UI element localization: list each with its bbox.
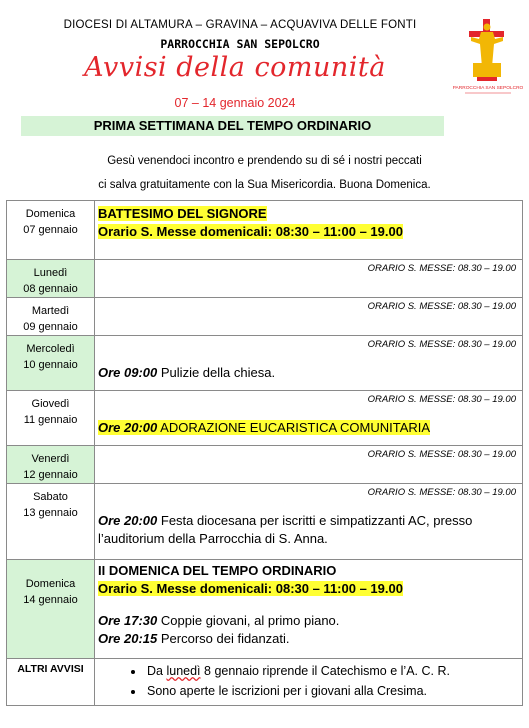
weekday-mass-times: ORARIO S. MESSE: 08.30 – 19.00 xyxy=(367,394,516,405)
event-time: Ore 20:00 xyxy=(98,420,158,435)
quote-line-1: Gesù venendoci incontro e prendendo su di sé i nostri peccati xyxy=(107,155,422,167)
weekday-mass-times: ORARIO S. MESSE: 08.30 – 19.00 xyxy=(367,339,516,350)
page-title: Avvisi della comunità xyxy=(84,52,386,83)
schedule-row xyxy=(7,260,523,298)
schedule-row xyxy=(7,560,523,659)
day-cell xyxy=(7,201,95,260)
notice-list xyxy=(95,661,522,701)
notice-item: • Da lunedì 8 gennaio riprende il Catechismo e l’A. C. R. xyxy=(145,661,522,681)
day-name: Domenica xyxy=(25,578,76,590)
event-text: ADORAZIONE EUCARISTICA COMUNITARIA xyxy=(160,420,431,435)
event-entry xyxy=(95,612,522,630)
day-cell xyxy=(7,560,95,659)
day-date: 07 gennaio xyxy=(23,224,78,236)
week-banner: PRIMA SETTIMANA DEL TEMPO ORDINARIO xyxy=(21,116,444,136)
day-date: 10 gennaio xyxy=(23,359,78,371)
day-content xyxy=(95,260,523,298)
tomb-icon xyxy=(473,63,501,81)
altri-avvisi-label-cell xyxy=(7,659,95,706)
weekday-mass-times: ORARIO S. MESSE: 08.30 – 19.00 xyxy=(367,301,516,312)
day-name: Mercoledì xyxy=(26,343,75,355)
altri-avvisi-label: ALTRI AVVISI xyxy=(17,663,84,675)
schedule-table xyxy=(6,200,523,706)
day-content xyxy=(95,391,523,446)
event-time: Ore 09:00 xyxy=(98,365,158,380)
day-content xyxy=(95,336,523,391)
day-name: Lunedì xyxy=(33,267,68,279)
event-text: Pulizie della chiesa. xyxy=(160,365,276,380)
schedule-row xyxy=(7,391,523,446)
notice-item: • Sono aperte le iscrizioni per i giovani alla Cresima. xyxy=(145,681,522,701)
day-content xyxy=(95,201,523,260)
day-cell xyxy=(7,391,95,446)
altri-avvisi-row xyxy=(7,659,523,706)
schedule-row xyxy=(7,201,523,260)
parish-logo xyxy=(452,17,524,99)
parish-name: PARROCCHIA SAN SEPOLCRO xyxy=(160,37,320,51)
schedule-row xyxy=(7,336,523,391)
diocese-heading: DIOCESI DI ALTAMURA – GRAVINA – ACQUAVIVA DELLE FONTI xyxy=(63,19,417,31)
day-name: Sabato xyxy=(33,491,68,503)
date-range: 07 – 14 gennaio 2024 xyxy=(174,96,296,110)
event-entry xyxy=(95,512,522,548)
sunday-mass-times: Orario S. Messe domenicali: 08:30 – 11:00 – 19.00 xyxy=(98,224,403,239)
day-date: 12 gennaio xyxy=(23,469,78,481)
event-text: Percorso dei fidanzati. xyxy=(160,631,290,646)
schedule-row xyxy=(7,484,523,560)
risen-christ-figure xyxy=(471,24,503,68)
feast-title: II DOMENICA DEL TEMPO ORDINARIO xyxy=(98,563,337,578)
day-name: Domenica xyxy=(25,208,76,220)
day-content xyxy=(95,484,523,560)
day-content xyxy=(95,560,523,659)
day-name: Giovedì xyxy=(31,398,70,410)
event-text: Festa diocesana per iscritti e simpatizzanti AC, presso l’auditorium della Parrocchia di S. Anna. xyxy=(98,513,473,546)
sunday-mass-times: Orario S. Messe domenicali: 08:30 – 11:00 – 19.00 xyxy=(98,581,403,596)
day-name: Venerdì xyxy=(31,453,70,465)
day-cell xyxy=(7,446,95,484)
event-time: Ore 20:00 xyxy=(98,513,158,528)
altri-avvisi-content xyxy=(95,659,523,706)
svg-text:PARROCCHIA SAN SEPOLCRO: PARROCCHIA SAN SEPOLCRO xyxy=(452,86,524,91)
event-time: Ore 20:15 xyxy=(98,631,158,646)
day-cell xyxy=(7,298,95,336)
event-text: Coppie giovani, al primo piano. xyxy=(160,613,340,628)
event-time: Ore 17:30 xyxy=(98,613,158,628)
weekday-mass-times: ORARIO S. MESSE: 08.30 – 19.00 xyxy=(367,263,516,274)
weekday-mass-times: ORARIO S. MESSE: 08.30 – 19.00 xyxy=(367,449,516,460)
day-date: 11 gennaio xyxy=(23,414,78,426)
day-cell xyxy=(7,484,95,560)
event-entry xyxy=(95,364,522,382)
day-cell xyxy=(7,336,95,391)
event-entry xyxy=(95,419,522,437)
schedule-row xyxy=(7,446,523,484)
day-date: 08 gennaio xyxy=(23,283,78,295)
day-name: Martedì xyxy=(31,305,70,317)
schedule-row xyxy=(7,298,523,336)
day-date: 13 gennaio xyxy=(23,507,78,519)
quote-line-2: ci salva gratuitamente con la Sua Misericordia. Buona Domenica. xyxy=(98,179,431,191)
weekday-mass-times: ORARIO S. MESSE: 08.30 – 19.00 xyxy=(367,487,516,498)
feast-title: BATTESIMO DEL SIGNORE xyxy=(98,206,267,221)
event-entry xyxy=(95,630,522,648)
day-cell xyxy=(7,260,95,298)
day-date: 14 gennaio xyxy=(23,594,78,606)
day-date: 09 gennaio xyxy=(23,321,78,333)
day-content xyxy=(95,298,523,336)
day-content xyxy=(95,446,523,484)
